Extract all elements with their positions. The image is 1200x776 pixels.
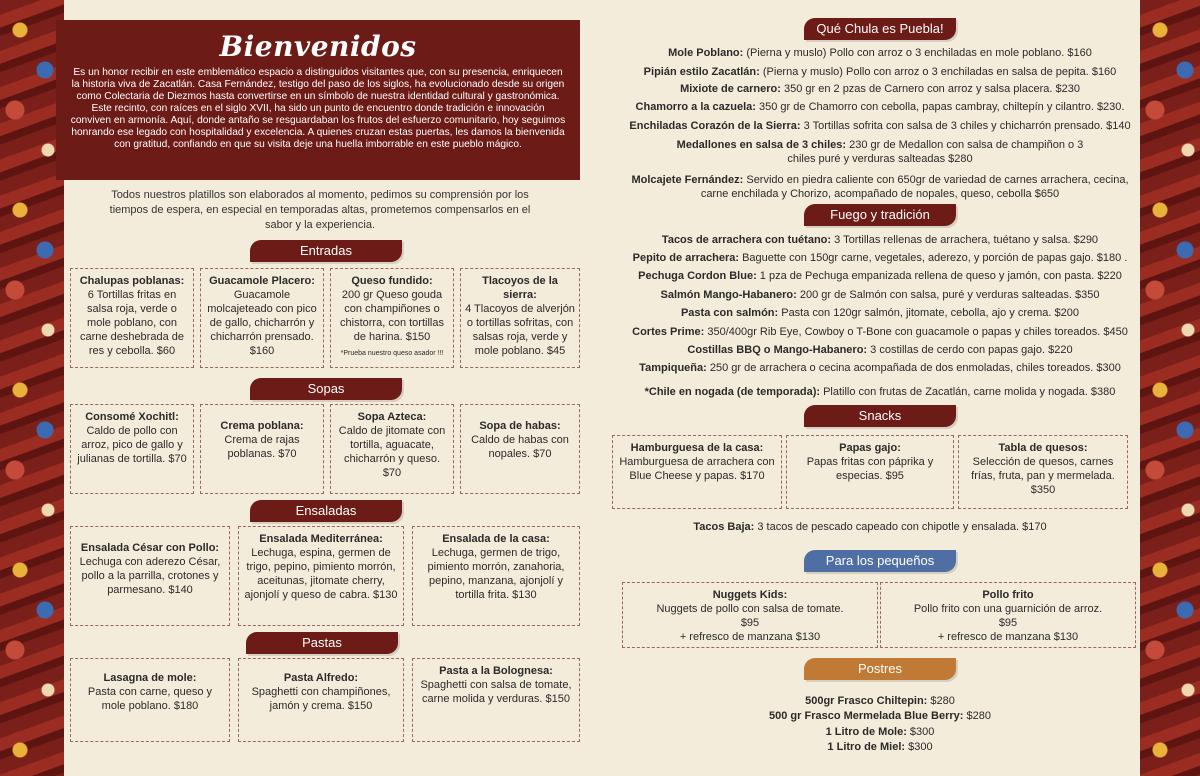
item-name: Tacos Baja: (693, 521, 755, 533)
menu-item-chamorro (620, 100, 1140, 114)
item-desc: Pollo frito con una guarnición de arroz. (913, 603, 1103, 615)
menu-item-consome (70, 404, 194, 494)
item-name: Pipián estilo Zacatlán: (643, 66, 760, 78)
item-desc: Lechuga, espina, germen de trigo, pepino, pimiento morrón, aceitunas, jitomate cherry, ajonjolí y queso de cabra. $130 (244, 547, 398, 601)
item-name: Chamorro a la cazuela: (635, 101, 756, 113)
item-desc: Hamburguesa de arrachera con Blue Cheese y papas. $170 (619, 456, 775, 482)
item-name: Tlacoyos de la sierra: (482, 275, 558, 301)
menu-item-litro-mole (680, 725, 1080, 739)
menu-item-litro-miel (680, 740, 1080, 754)
item-note: *Prueba nuestro queso asador !!! (340, 350, 444, 357)
menu-item-pechuga (620, 269, 1140, 283)
item-desc: (Pierna y muslo) Pollo con arroz o 3 enchiladas en salsa de pepita. $160 (759, 66, 1117, 78)
menu-item-pasta-salmon (620, 306, 1140, 320)
menu-item-salmon-mango (620, 288, 1140, 302)
menu-item-mole-poblano (620, 46, 1140, 60)
item-name: Salmón Mango-Habanero: (660, 289, 797, 301)
item-name: Pechuga Cordon Blue: (638, 270, 757, 282)
item-name: Molcajete Fernández: (631, 174, 744, 186)
item-name: Medallones en salsa de 3 chiles: (676, 139, 847, 151)
item-desc: Papas fritas con páprika y especias. $95 (806, 456, 934, 482)
section-sopas: Sopas (250, 378, 402, 400)
item-desc: 4 Tlacoyos de alverjón o tortillas sofritas, con salsas roja, verde y mole poblano. $45 (465, 303, 575, 357)
item-desc: $300 (906, 726, 935, 738)
item-desc: Guacamole molcajeteado con pico de gallo, chicharrón y chicharrón prensado. $160 (207, 289, 317, 357)
item-desc: Servido en piedra caliente con 650gr de variedad de carnes arrachera, cecina, carne enchilada y Chorizo, acompañado de nopales, queso, cebolla $650 (700, 174, 1129, 200)
item-desc: Crema de rajas poblanas. $70 (224, 434, 300, 460)
item-name: Pasta con salmón: (680, 307, 779, 319)
item-desc: Selección de quesos, carnes frías, fruta, pan y mermelada. $350 (971, 456, 1115, 496)
menu-item-sopa-habas (460, 404, 580, 494)
item-desc: 230 gr de Medallon con salsa de champiñon o 3 chiles puré y verduras salteadas $280 (787, 139, 1084, 165)
item-name: Pepito de arrachera: (632, 252, 740, 264)
menu-item-bolognesa (412, 658, 580, 742)
item-desc: (Pierna y muslo) Pollo con arroz o 3 enchiladas en mole poblano. $160 (743, 47, 1092, 59)
item-desc: 200 gr Queso gouda con champiñones o chistorra, con tortillas de harina. $150 (340, 289, 444, 343)
item-name: Guacamole Placero: (209, 275, 315, 287)
menu-item-crema-poblana (200, 404, 324, 494)
item-desc: Spaghetti con champiñones, jamón y crema. $150 (251, 686, 391, 712)
menu-item-papas-gajo (786, 435, 954, 509)
item-extra: + refresco de manzana $130 (679, 631, 821, 643)
item-name: Sopa de habas: (479, 420, 561, 432)
item-name: Ensalada de la casa: (442, 533, 550, 545)
item-price: $95 (998, 617, 1018, 629)
menu-item-ensalada-casa (412, 526, 580, 626)
welcome-paragraph-2: Este recinto, con raíces en el siglo XVII, ha sido un punto de encuentro donde tradición e innovación conviven en armonía. Aquí, donde antaño se resguardaban los frutos del esfuerzo comunitario, hoy seguimos honrando ese legado con hospitalidad y excelencia. A quienes cruzan estas puertas, les damos la bienvenida con gratitud, confiando en que su visita deje una huella imborrable en este pueblo mágico. (70, 103, 566, 150)
item-name: Mixiote de carnero: (680, 83, 781, 95)
menu-item-tampiquena (620, 361, 1140, 375)
menu-item-hamburguesa (612, 435, 782, 509)
item-desc: 350/400gr Rib Eye, Cowboy o T-Bone con guacamole o papas y chiles toreados. $450 (704, 326, 1128, 338)
item-name: Queso fundido: (351, 275, 433, 287)
item-price: $95 (740, 617, 760, 629)
item-desc: Caldo de pollo con arroz, pico de gallo y julianas de tortilla. $70 (77, 425, 187, 465)
menu-item-nuggets (622, 582, 878, 648)
item-name: Hamburguesa de la casa: (630, 442, 764, 454)
item-desc: Lechuga, germen de trigo, pimiento morrón, zanahoria, pepino, manzana, ajonjolí y tortilla frita. $130 (427, 547, 565, 601)
welcome-panel (56, 20, 580, 180)
item-desc: 3 tacos de pescado capeado con chipotle y ensalada. $170 (754, 521, 1047, 533)
item-extra: + refresco de manzana $130 (937, 631, 1079, 643)
menu-item-tacos-arrachera (620, 233, 1140, 247)
item-desc: 350 gr de Chamorro con cebolla, papas cambray, chiltepín y cilantro. $230. (755, 101, 1125, 113)
item-desc: Spaghetti con salsa de tomate, carne molida y verduras. $150 (420, 679, 572, 705)
section-postres: Postres (804, 658, 956, 680)
menu-item-sopa-azteca (330, 404, 454, 494)
floral-border-left (0, 0, 64, 776)
item-name: Pasta Alfredo: (283, 672, 359, 684)
menu-item-medallones (670, 138, 1090, 166)
item-name: 1 Litro de Mole: (825, 726, 907, 738)
menu-item-costillas (620, 343, 1140, 357)
item-desc: 3 costillas de cerdo con papas gajo. $220 (867, 344, 1073, 356)
item-name: Mole Poblano: (668, 47, 744, 59)
menu-item-tacos-baja (640, 520, 1100, 534)
item-desc: $300 (905, 741, 933, 753)
welcome-title: Bienvenidos (219, 30, 417, 63)
section-ensaladas: Ensaladas (250, 500, 402, 522)
item-desc: Pasta con 120gr salmón, jitomate, cebolla, ajo y crema. $200 (778, 307, 1080, 319)
item-desc: Pasta con carne, queso y mole poblano. $180 (87, 686, 213, 712)
item-name: Tampiqueña: (639, 362, 707, 374)
menu-item-cortes-prime (620, 325, 1140, 339)
item-name: Pasta a la Bolognesa: (439, 665, 553, 677)
item-name: Sopa Azteca: (357, 411, 427, 423)
menu-item-mixiote (620, 82, 1140, 96)
item-name: Ensalada César con Pollo: (80, 542, 220, 554)
menu-item-pipian (620, 65, 1140, 79)
item-name: Cortes Prime: (632, 326, 705, 338)
menu-item-molcajete (630, 173, 1130, 201)
section-pequenos: Para los pequeños (804, 550, 956, 572)
item-desc: Caldo de jitomate con tortilla, aguacate, chicharrón y queso. $70 (338, 425, 446, 479)
item-name: Tabla de quesos: (998, 442, 1088, 454)
item-desc: Nuggets de pollo con salsa de tomate. (656, 603, 844, 615)
item-desc: Platillo con frutas de Zacatlán, carne molida y nogada. $380 (820, 386, 1116, 398)
menu-item-tlacoyos (460, 268, 580, 368)
menu-item-mermelada (680, 709, 1080, 723)
item-desc: 350 gr en 2 pzas de Carnero con arroz y salsa placera. $230 (780, 83, 1080, 95)
item-name: Pollo frito (982, 589, 1034, 601)
menu-item-ensalada-mediterranea (238, 526, 404, 626)
section-snacks: Snacks (804, 405, 956, 427)
item-desc: Caldo de habas con nopales. $70 (471, 434, 569, 460)
menu-item-enchiladas-corazon (610, 119, 1150, 133)
item-name: 500gr Frasco Chiltepin: (805, 695, 928, 707)
item-name: 500 gr Frasco Mermelada Blue Berry: (769, 710, 964, 722)
intro-text: Todos nuestros platillos son elaborados al momento, pedimos su comprensión por los tiempos de espera, en especial en temporadas altas, prometemos compensarlos en el sabor y la experiencia. (109, 189, 531, 231)
item-name: Consomé Xochitl: (85, 411, 179, 423)
menu-item-pasta-alfredo (238, 658, 404, 742)
item-name: Ensalada Mediterránea: (259, 533, 383, 545)
menu-item-ensalada-cesar (70, 526, 230, 626)
menu-item-pollo-frito (880, 582, 1136, 648)
item-desc: Lechuga con aderezo César, pollo a la parrilla, crotones y parmesano. $140 (79, 556, 221, 596)
menu-item-tabla-quesos (958, 435, 1128, 509)
item-desc: Baguette con 150gr carne, vegetales, aderezo, y porción de papas gajo. $180 . (739, 252, 1128, 264)
item-name: Crema poblana: (220, 420, 304, 432)
item-desc: 1 pza de Pechuga empanizada rellena de queso y jamón, con pasta. $220 (756, 270, 1122, 282)
item-desc: 250 gr de arrachera o cecina acompañada de dos enmoladas, chiles toreados. $300 (706, 362, 1121, 374)
section-puebla: Qué Chula es Puebla! (804, 18, 956, 40)
item-name: Chalupas poblanas: (79, 275, 185, 287)
section-pastas: Pastas (246, 632, 398, 654)
item-name: Tacos de arrachera con tuétano: (661, 234, 832, 246)
item-desc: 3 Tortillas rellenas de arrachera, tuétano y salsa. $290 (831, 234, 1099, 246)
menu-item-chiltepin (680, 694, 1080, 708)
item-name: Costillas BBQ o Mango-Habanero: (687, 344, 868, 356)
item-name: *Chile en nogada (de temporada): (644, 386, 821, 398)
menu-item-chalupas (70, 268, 194, 368)
menu-item-guacamole (200, 268, 324, 368)
item-desc: $280 (927, 695, 955, 707)
menu-item-lasagna (70, 658, 230, 742)
item-name: Nuggets Kids: (712, 589, 788, 601)
item-desc: 3 Tortillas sofrita con salsa de 3 chiles y chicharrón prensado. $140 (800, 120, 1131, 132)
section-entradas: Entradas (250, 240, 402, 262)
welcome-paragraph-1: Es un honor recibir en este emblemático espacio a distinguidos visitantes que, con su presencia, enriquecen la historia viva de Zacatlán. Casa Fernández, testigo del paso de los siglos, ha evolucionado desde su origen como Colectaria de Diezmos hasta convertirse en un símbolo de nuestra identidad cultural y gastronómica. (71, 67, 565, 102)
item-name: Enchiladas Corazón de la Sierra: (629, 120, 801, 132)
item-name: 1 Litro de Miel: (827, 741, 906, 753)
menu-item-chile-nogada (600, 385, 1160, 399)
item-desc: 200 gr de Salmón con salsa, puré y verduras salteadas. $350 (796, 289, 1100, 301)
item-desc: 6 Tortillas fritas en salsa roja, verde o mole poblano, con carne deshebrada de res y cebolla. $60 (80, 289, 184, 357)
menu-item-queso-fundido (330, 268, 454, 368)
item-name: Lasagna de mole: (103, 672, 197, 684)
item-name: Papas gajo: (839, 442, 901, 454)
menu-item-pepito (620, 251, 1140, 265)
section-fuego: Fuego y tradición (804, 204, 956, 226)
item-desc: $280 (963, 710, 991, 722)
